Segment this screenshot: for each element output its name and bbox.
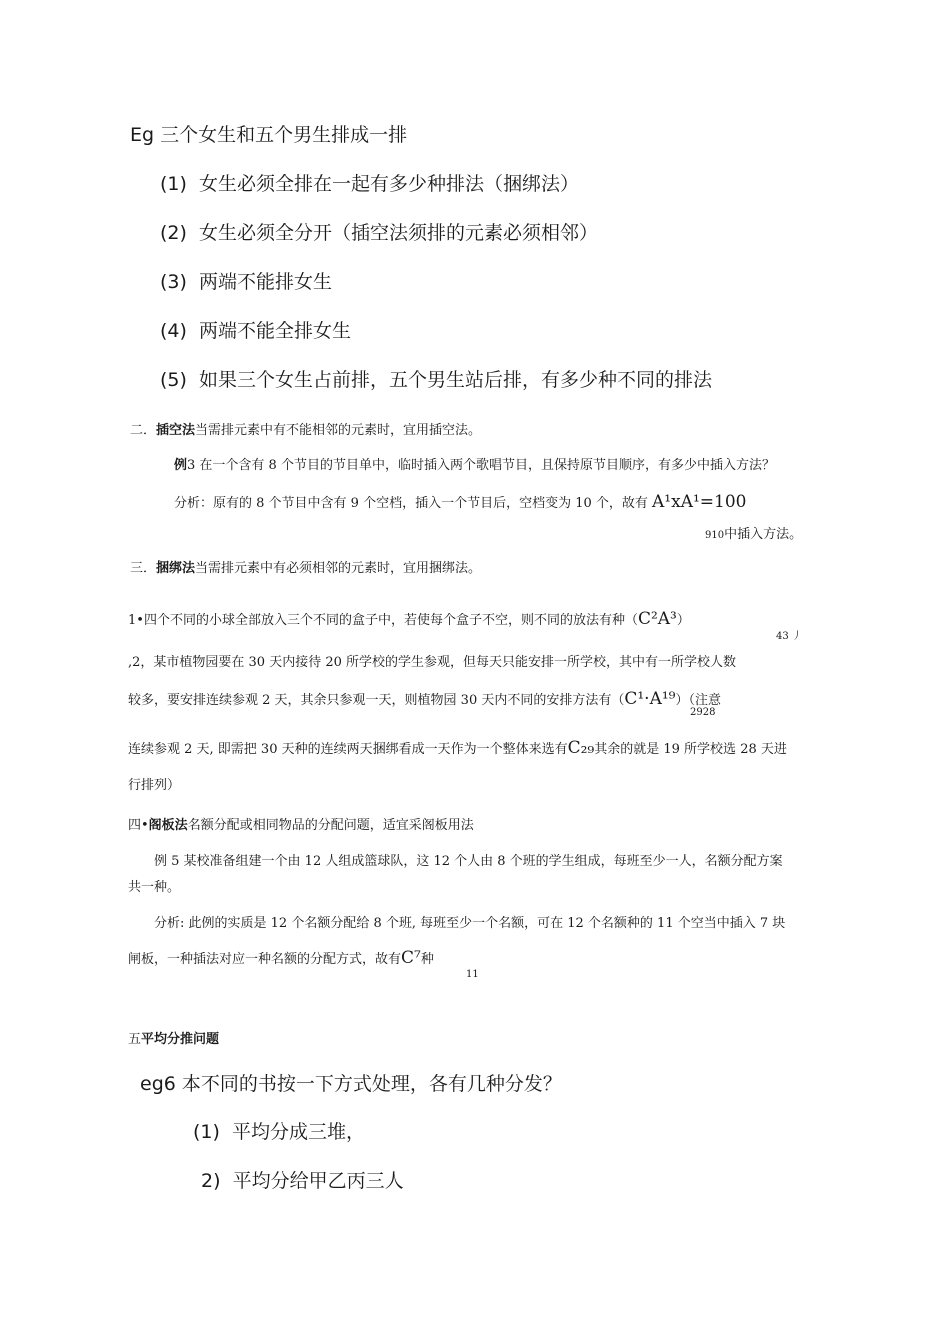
- section4-analysis-line2: [128, 948, 434, 968]
- section4-example-line2: 共一种。: [128, 880, 181, 895]
- item-text: 平均分给甲乙丙三人: [232, 1170, 404, 1192]
- item-number: (4): [160, 320, 187, 342]
- formula-subscript: [705, 523, 802, 542]
- section5-heading: [128, 1028, 219, 1047]
- item-text: 女生必须全分开（插空法须排的元素必须相邻）: [198, 222, 598, 244]
- p2b-close: ）（注意: [675, 693, 721, 708]
- section3-p2d: 行排列）: [128, 778, 181, 793]
- section4-analysis-line1: 分析: 此例的实质是 12 个名额分配给 8 个班, 每班至少一个名额，可在 12 个名额种的 11 个空当中插入 7 块: [154, 916, 786, 931]
- section-number: 五: [128, 1032, 142, 1047]
- p2b-formula: C¹·A¹⁹: [624, 689, 676, 709]
- section2-analysis: [174, 492, 747, 512]
- eg1-title: [130, 120, 407, 147]
- analysis-subscript: 11: [466, 969, 479, 980]
- item-number: (1): [193, 1121, 220, 1143]
- eg1-prefix: Eg: [130, 124, 155, 146]
- item-number: (3): [160, 271, 187, 293]
- section5-item-1: [193, 1117, 365, 1144]
- section-desc: 名额分配或相同物品的分配问题，适宜采阁板用法: [187, 818, 474, 833]
- section-name: 捆绑法: [156, 561, 196, 576]
- section3-p1: [128, 609, 690, 629]
- p2c-formula: C₂₉: [567, 738, 595, 758]
- item-text: 平均分成三堆，: [231, 1121, 365, 1143]
- p2c-text: 连续参观 2 天, 即需把 30 天种的连续两天捆绑看成一天作为一个整体来选有: [128, 742, 568, 757]
- p1-formula: C²A³: [637, 609, 677, 629]
- section-number: 四•: [128, 818, 149, 833]
- section-desc: 当需排元素中有不能相邻的元素时，宜用插空法。: [195, 423, 482, 438]
- subscript-text: 910: [705, 530, 725, 541]
- item-text: 如果三个女生占前排，五个男生站后排，有多少种不同的排法: [198, 369, 712, 391]
- p1-subscript: 43 丿: [776, 631, 802, 642]
- item-text: 女生必须全排在一起有多少种排法（捆绑法）: [198, 173, 579, 195]
- item-number: (5): [160, 369, 187, 391]
- eg1-item-1: [160, 169, 579, 196]
- eg-prefix: eg6: [140, 1073, 176, 1095]
- p2b-subscript: 2928: [690, 707, 716, 718]
- section3-p2c: [128, 738, 787, 758]
- p2c-tail: 其余的就是 19 所学校选 28 天进: [594, 742, 787, 757]
- eg1-item-5: [160, 365, 712, 392]
- section5-item-2: [201, 1166, 404, 1193]
- section3-p2b: [128, 689, 721, 709]
- eg-text: 本不同的书按一下方式处理，各有几种分发？: [181, 1073, 562, 1095]
- p1-close: ）: [676, 613, 690, 628]
- example-text: 3 在一个含有 8 个节目的节目单中，临时插入两个歌唱节目，且保持原节目顺序，有多少中插入方法？: [187, 458, 775, 473]
- section-name: 平均分推问题: [141, 1032, 220, 1047]
- analysis-text: 闸板，一种插法对应一种名额的分配方式，故有: [128, 952, 402, 967]
- section2-heading: [130, 419, 481, 438]
- section-number: 三．: [130, 561, 157, 576]
- eg1-title-text: 三个女生和五个男生排成一排: [160, 124, 408, 146]
- p1-text: 1•四个不同的小球全部放入三个不同的盒子中，若使每个盒子不空，则不同的放法有种（: [128, 613, 638, 628]
- item-number: (1): [160, 173, 187, 195]
- item-text: 两端不能全排女生: [198, 320, 351, 342]
- section-name: 阁板法: [148, 818, 188, 833]
- section-number: 二．: [130, 423, 157, 438]
- section3-heading: [130, 557, 481, 576]
- section-desc: 当需排元素中有必须相邻的元素时，宜用捆绑法。: [195, 561, 482, 576]
- item-number: (2): [160, 222, 187, 244]
- section-name: 插空法: [156, 423, 196, 438]
- analysis-text: 分析：原有的 8 个节目中含有 9 个空档，插入一个节目后，空档变为 10 个，故有: [174, 496, 648, 511]
- eg1-item-4: [160, 316, 351, 343]
- p2b-text: 较多，要安排连续参观 2 天，其余只参观一天，则植物园 30 天内不同的安排方法有（: [128, 693, 625, 708]
- section4-heading: [128, 814, 474, 833]
- formula: A¹xA¹=100: [652, 492, 747, 512]
- section4-example-line1: 例 5 某校准备组建一个由 12 人组成篮球队，这 12 个人由 8 个班的学生组成，每班至少一人，名额分配方案: [154, 854, 783, 869]
- eg1-item-2: [160, 218, 598, 245]
- tail-text: 中插入方法。: [724, 527, 803, 542]
- analysis-formula: C⁷: [401, 948, 421, 968]
- analysis-tail: 种: [420, 952, 434, 967]
- item-number: 2): [201, 1170, 221, 1192]
- example-label: 例: [174, 458, 188, 473]
- item-text: 两端不能排女生: [198, 271, 332, 293]
- eg1-item-3: [160, 267, 332, 294]
- section3-p2a: ,2，某市植物园要在 30 天内接待 20 所学校的学生参观，但每天只能安排一所学校，其中有一所学校人数: [128, 655, 737, 670]
- section5-eg: [140, 1069, 562, 1096]
- section2-example: [174, 454, 775, 473]
